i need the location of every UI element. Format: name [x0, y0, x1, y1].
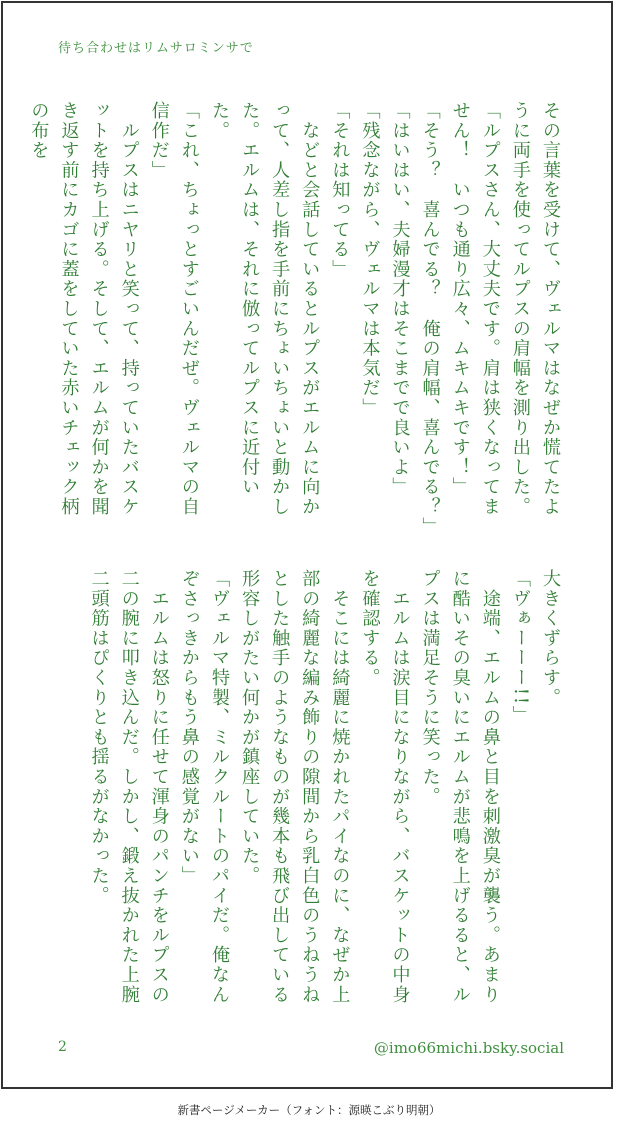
paragraph: 「はいはい、夫婦漫才はそこまでで良いよ」: [389, 101, 411, 497]
paragraph: 「ヴェルマ特製、ミルクルートのパイだ。俺なんぞさっきからもう鼻の感覚がない」: [178, 569, 230, 1005]
paragraph: 「そう？ 喜んでる？ 俺の肩幅、喜んでる？」: [419, 101, 441, 537]
paragraph: 「ルプスさん、大丈夫です。肩は狭くなってません！ いつも通り広々、ムキムキです！」: [449, 101, 501, 517]
paragraph: そこには綺麗に焼かれたパイなのに、なぜか上部の綺麗な編み飾りの隙間から乳白色のうねうねとした触手のようなものが幾本も飛び出している形容しがたい何かが鎮座していた。: [239, 569, 351, 1005]
author-handle: @imo66michi.bsky.social: [373, 1039, 564, 1057]
text-block-bottom: [84, 569, 566, 1005]
paragraph: 大きくずらす。: [540, 569, 561, 708]
paragraph: エルムは怒りに任せて渾身のパンチをルプスの二の腕に叩き込んだ。しかし、鍛え抜かれた上腕二頭筋はぴくりとも揺るがなかった。: [88, 569, 170, 1005]
running-title: 待ち合わせはリムサロミンサで: [58, 41, 254, 56]
paragraph: などと会話しているとルプスがエルムに向かって、人差し指を手前にちょいちょいと動かした。エルムは、それに倣ってルプスに近付いた。: [208, 101, 321, 517]
paragraph: 「残念ながら、ヴェルマは本気だ」: [359, 101, 381, 418]
paragraph: 「ヴぁーーー!!」: [509, 569, 531, 726]
paragraph: その言葉を受けて、ヴェルマはなぜか慌てたように両手を使ってルプスの肩幅を測り出した。: [509, 101, 561, 517]
paragraph: 途端、エルムの鼻と目を刺激臭が襲う。あまりに酷いその臭いにエルムが悲鳴を上げるると、ルプスは満足そうに笑った。: [419, 569, 501, 1005]
paragraph: 「これ、ちょっとすごいんだぜ。ヴェルマの自信作だ」: [148, 101, 200, 517]
paragraph: 「それは知ってる」: [329, 101, 351, 280]
book-page: [1, 1, 613, 1089]
generator-credit: 新書ページメーカー（フォント：源暎こぶり明朝）: [177, 1103, 441, 1117]
text-block-top: [23, 101, 565, 537]
paragraph: ルプスはニヤリと笑って、持っていたバスケットを持ち上げる。そして、エルムが何かを聞き返す前にカゴに蓋をしていた赤いチェック柄の布を: [28, 101, 140, 517]
paragraph: エルムは涙目になりながら、バスケットの中身を確認する。: [359, 569, 411, 1005]
page-number: 2: [58, 1039, 67, 1055]
